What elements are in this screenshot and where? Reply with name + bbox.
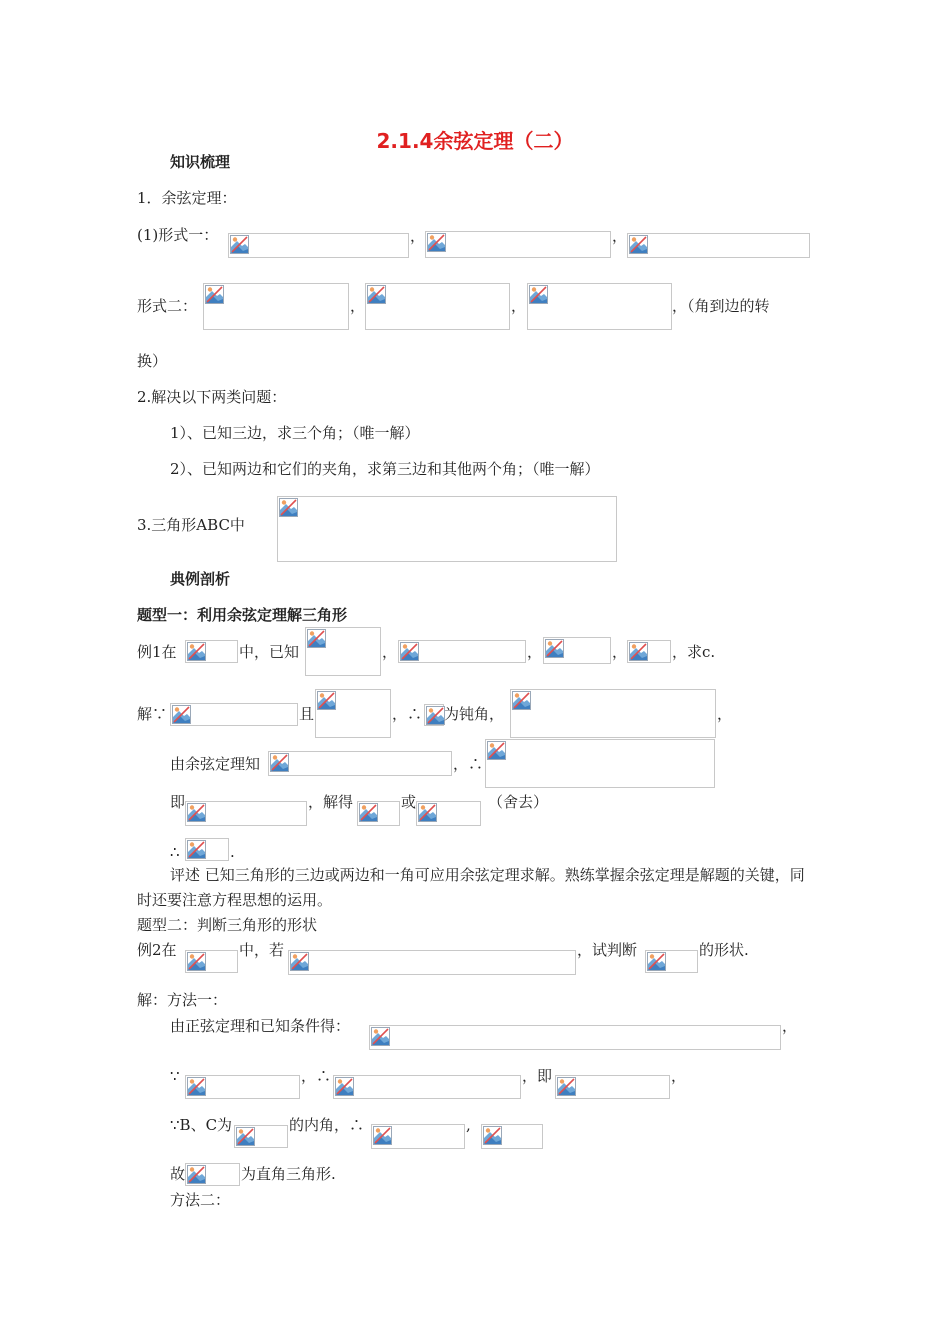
separator: ，	[410, 227, 426, 245]
formula-image	[305, 627, 381, 676]
example-2-label: 例2在	[137, 941, 177, 959]
formula-image	[185, 950, 238, 973]
formula-image	[645, 950, 698, 973]
formula-image	[365, 283, 510, 330]
formula-image	[185, 838, 229, 861]
formula-image	[203, 283, 349, 330]
item-3: 3.三角形ABC中	[137, 516, 245, 534]
formula-image	[357, 801, 400, 826]
separator: ，	[717, 705, 733, 723]
type-one-heading: 题型一：利用余弦定理解三角形	[137, 606, 348, 624]
formula-image	[369, 1025, 781, 1050]
formula-image	[185, 640, 238, 663]
angles-text: ∵B、C为	[170, 1116, 233, 1134]
solution-text: 且	[299, 705, 315, 723]
equation-text: （舍去）	[488, 793, 549, 811]
formula-image	[333, 1075, 521, 1099]
example-2-text: 中，若	[239, 941, 285, 959]
conclusion-text: 故	[170, 1165, 186, 1183]
formula-image	[481, 1124, 543, 1149]
formula-image	[288, 950, 576, 975]
equation-text: ，解得	[308, 793, 354, 811]
formula-image	[185, 1163, 240, 1186]
example-1-text: 中，已知	[239, 643, 300, 661]
separator: ，	[612, 227, 628, 245]
period: .	[230, 843, 235, 861]
formula-image	[425, 231, 611, 258]
formula-image	[543, 637, 611, 664]
formula-image	[371, 1124, 465, 1149]
formula-image	[627, 640, 671, 663]
example-1-end: ，求c.	[672, 643, 716, 661]
derivation-text: ，即	[522, 1067, 553, 1085]
method-two-label: 方法二：	[170, 1191, 231, 1209]
item-1: 1．余弦定理：	[137, 189, 237, 207]
separator: ，	[511, 297, 527, 315]
formula-image	[170, 703, 298, 726]
method-one-text: 由正弦定理和已知条件得：	[170, 1017, 351, 1035]
formula-image	[485, 739, 715, 788]
angles-text: 的内角，∴	[289, 1116, 365, 1134]
solution-text: ，∴	[392, 705, 423, 723]
formula-image	[527, 283, 672, 330]
solution-label: 解∵	[137, 705, 168, 723]
example-1-label: 例1在	[137, 643, 177, 661]
formula-image	[315, 689, 391, 738]
type-two-heading: 题型二：判断三角形的形状	[137, 916, 318, 934]
formula-image	[234, 1125, 288, 1148]
note-text-cont: 换）	[137, 352, 168, 370]
separator: ,	[466, 1116, 471, 1134]
because-symbol: ∵	[170, 1067, 180, 1085]
item-2: 2.解决以下两类问题：	[137, 388, 287, 406]
item-2b: 2）、已知两边和它们的夹角，求第三边和其他两个角；（唯一解）	[170, 460, 600, 478]
method-one-label: 解：方法一：	[137, 991, 228, 1009]
example-2-text: ，试判断	[577, 941, 638, 959]
formula-image	[228, 233, 409, 258]
item-2a: 1）、已知三边，求三个角；（唯一解）	[170, 424, 420, 442]
equation-text: 或	[401, 793, 417, 811]
formula-image	[277, 496, 617, 562]
formula-image	[555, 1075, 670, 1099]
derivation-text: ，∴	[301, 1067, 332, 1085]
separator: ，	[382, 643, 398, 661]
cosine-law-text: ，∴	[453, 755, 484, 773]
formula-image	[510, 689, 716, 738]
form-two-label: 形式二：	[137, 297, 198, 315]
example-2-end: 的形状.	[699, 941, 749, 959]
section-heading-examples: 典例剖析	[170, 570, 231, 588]
formula-image	[627, 233, 810, 258]
formula-image	[185, 1075, 300, 1099]
separator: ，	[782, 1017, 798, 1035]
formula-image	[268, 751, 452, 776]
page-title: 2.1.4余弦定理（二）	[376, 129, 574, 153]
conclusion-text: 为直角三角形.	[241, 1165, 336, 1183]
comment-paragraph: 评述 已知三角形的三边或两边和一角可应用余弦定理求解。熟练掌握余弦定理是解题的关键，同时还要注意方程思想的运用。	[137, 866, 805, 909]
equation-label: 即	[170, 793, 186, 811]
note-text: ，（角到边的转	[672, 297, 770, 315]
formula-image	[424, 704, 444, 726]
therefore-symbol: ∴	[170, 843, 180, 861]
separator: ，	[350, 297, 366, 315]
separator: ，	[671, 1067, 687, 1085]
separator: ，	[612, 643, 628, 661]
cosine-law-text: 由余弦定理知	[170, 755, 261, 773]
solution-text: 为钝角，	[444, 705, 505, 723]
formula-image	[416, 801, 481, 826]
separator: ，	[527, 643, 543, 661]
formula-image	[398, 640, 526, 663]
section-heading-knowledge: 知识梳理	[170, 153, 231, 171]
form-one-label: (1)形式一：	[137, 226, 219, 244]
formula-image	[185, 801, 307, 826]
